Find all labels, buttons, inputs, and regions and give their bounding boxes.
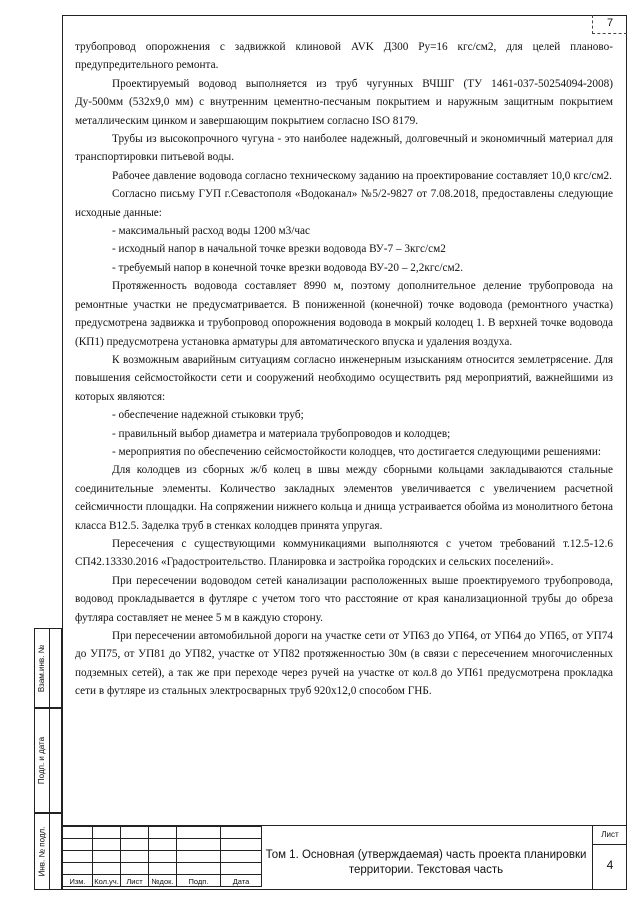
title-block bbox=[62, 825, 627, 890]
side-label-inv: Инв. № подл. bbox=[37, 826, 47, 877]
paragraph: Трубы из высокопрочного чугуна - это наиболее надежный, долговечный и экономичный материал для транспортировки питьевой воды. bbox=[75, 133, 613, 164]
col-data: Дата bbox=[221, 875, 262, 887]
list-item: - обеспечение надежной стыковки труб; bbox=[112, 409, 304, 422]
page-number: 7 bbox=[606, 17, 614, 29]
paragraph: Проектируемый водовод выполняется из труб чугунных ВЧШГ (ТУ 1461-037-50254094-2008) Ду-500мм (532х9,0 мм) с внутренним цементно-песчаным покрытием и наружным защитным покрытием металлическим цинком и завершающим покрытием согласно ISO 8179. bbox=[75, 77, 613, 127]
col-izm: Изм. bbox=[63, 875, 93, 887]
sheet-label: Лист bbox=[593, 826, 627, 845]
paragraph: Рабочее давление водовода согласно техническому заданию на проектирование составляет 10,0 кгс/см2. bbox=[112, 169, 612, 182]
col-ndok: №док. bbox=[149, 875, 177, 887]
col-koluch: Кол.уч. bbox=[93, 875, 121, 887]
list-item: - исходный напор в начальной точке врезки водовода ВУ-7 – 3кгс/см2 bbox=[112, 243, 446, 256]
paragraph: Для колодцев из сборных ж/б колец в швы между сборными кольцами закладываются стальные соединительные элементы. Количество закладных элементов увеличивается с увеличением расчетной сейсмичности площадки. На сопряжении нижнего кольца и днища устраивается обойма из монолитного бетона класса В12.5. Заделка труб в стенках колодцев принята упругая. bbox=[75, 464, 613, 532]
list-item: - правильный выбор диаметра и материала трубопроводов и колодцев; bbox=[112, 427, 451, 440]
paragraph: К возможным аварийным ситуациям согласно инженерным изысканиям относится землетрясение. Для повышения сейсмостойкости сети и сооружений необходимо осуществить ряд мероприятий, важнейшими из которых являются: bbox=[75, 353, 613, 403]
paragraph: При пересечении водоводом сетей канализации расположенных выше проектируемого трубопровода, водовод прокладывается в футляре с учетом того что расстояние от края канализационной трубы до обреза футляра составляет не менее 5 м в каждую сторону. bbox=[75, 574, 613, 624]
page-number-box bbox=[592, 15, 627, 34]
side-label-vzam: Взам.инв. № bbox=[37, 644, 47, 692]
document-title: Том 1. Основная (утверждаемая) часть проекта планировки территории. Текстовая часть bbox=[265, 849, 587, 876]
side-stamp-inv bbox=[34, 813, 62, 890]
col-podp: Подп. bbox=[177, 875, 221, 887]
list-item: - требуемый напор в конечной точке врезки водовода ВУ-20 – 2,2кгс/см2. bbox=[112, 261, 464, 274]
paragraph: При пересечении автомобильной дороги на участке сети от УП63 до УП64, от УП64 до УП65, от УП74 до УП75, от УП81 до УП82, участке от УП82 протяженностью 30м (в связи с пересечением многочисленных подземных сетей), а так же при переходе через ручей на участке от кол.8 до УП61 предусмотрена прокладка сети в футляре из стальных электросварных труб 920х12,0 способом ГНБ. bbox=[75, 630, 613, 698]
side-stamp-vzam bbox=[34, 628, 62, 708]
paragraph: Протяженность водовода составляет 8990 м, поэтому дополнительное деление трубопровода на ремонтные участки не предусматривается. В пониженной (конечной) точке водовода (ремонтного участка) предусмотрена задвижка и трубопровод опорожнения водовода в мокрый колодец 1. В верхней точке водовода (КП1) предусмотрена установка арматуры для автоматического впуска и удаления воздуха. bbox=[75, 280, 613, 348]
paragraph: Согласно письму ГУП г.Севастополя «Водоканал» №5/2-9827 от 7.08.2018, предоставлены следующие исходные данные: bbox=[75, 188, 613, 219]
side-stamp-podp bbox=[34, 708, 62, 813]
paragraph: Пересечения с существующими коммуникациями выполняются с учетом требований т.12.5-12.6 СП42.13330.2016 «Градостроительство. Планировка и застройка городских и сельских поселений». bbox=[75, 537, 613, 569]
stamp-title-cell bbox=[261, 826, 627, 890]
col-list: Лист bbox=[121, 875, 149, 887]
list-item: - мероприятия по обеспечению сейсмостойкости колодцев, что достигается следующими решениями: bbox=[112, 445, 601, 458]
list-item: - максимальный расход воды 1200 м3/час bbox=[112, 225, 311, 238]
revision-table bbox=[62, 826, 262, 887]
document-body bbox=[75, 38, 613, 701]
side-label-podp: Подп. и дата bbox=[37, 736, 47, 785]
sheet-number: 4 bbox=[606, 858, 614, 872]
sheet-cell bbox=[592, 826, 627, 890]
paragraph: трубопровод опорожнения с задвижкой клиновой AVK Д300 Ру=16 кгс/см2, для целей планово-предупредительного ремонта. bbox=[75, 41, 613, 72]
